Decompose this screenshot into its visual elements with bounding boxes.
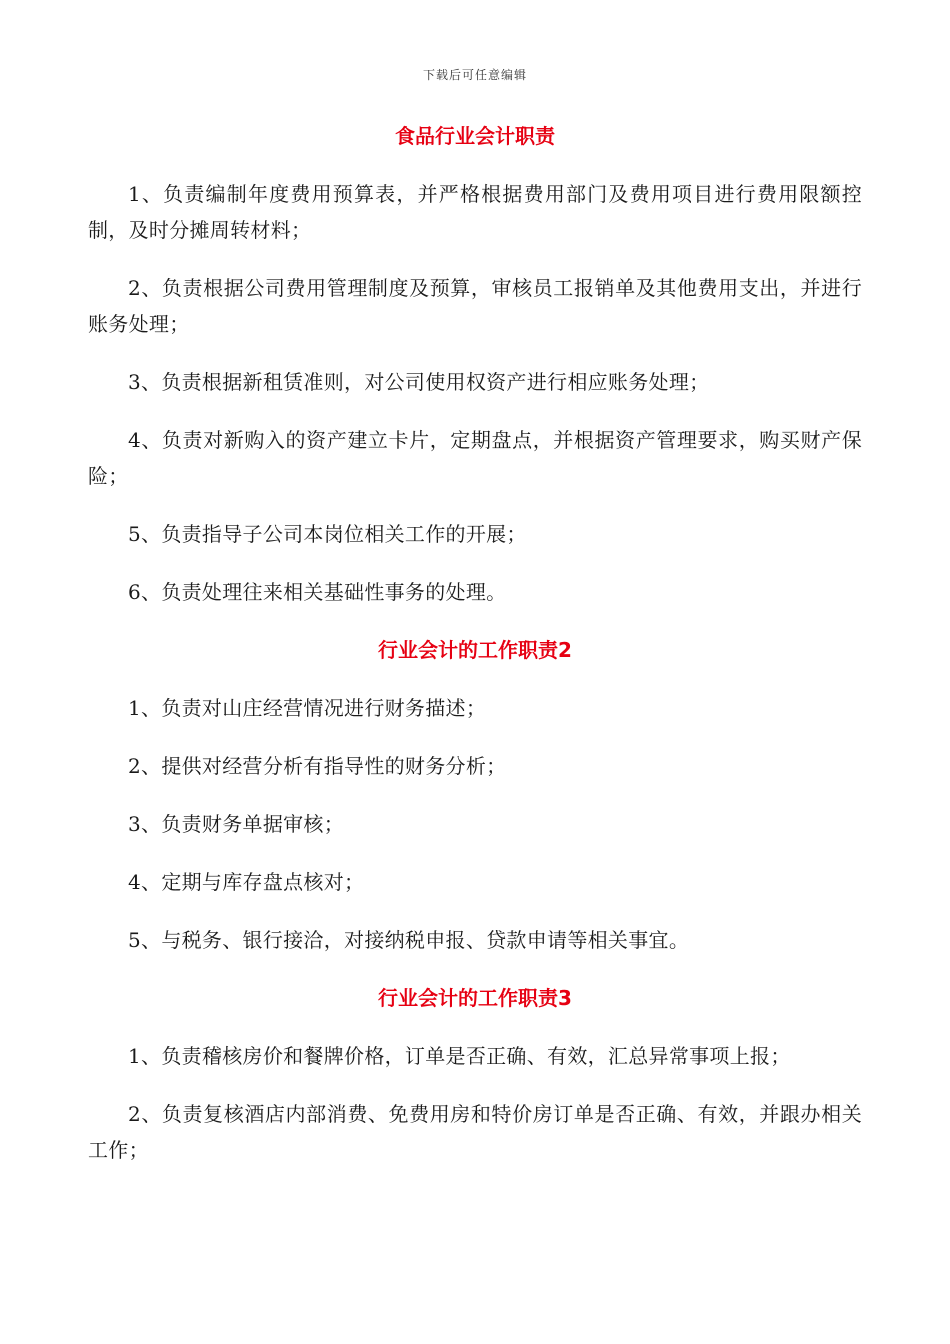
list-item: 1、负责稽核房价和餐牌价格，订单是否正确、有效，汇总异常事项上报； — [128, 1044, 791, 1068]
section-accounting-duties-3 — [88, 980, 862, 1168]
section-title: 行业会计的工作职责2 — [378, 638, 572, 662]
list-item: 4、定期与库存盘点核对； — [128, 870, 365, 894]
list-item: 1、负责对山庄经营情况进行财务描述； — [128, 696, 487, 720]
list-item: 2、提供对经营分析有指导性的财务分析； — [128, 754, 507, 778]
section-title: 食品行业会计职责 — [395, 124, 555, 148]
list-item: 4、负责对新购入的资产建立卡片，定期盘点，并根据资产管理要求，购买财产保险； — [88, 428, 862, 488]
list-item: 5、与税务、银行接洽，对接纳税申报、贷款申请等相关事宜。 — [128, 928, 690, 952]
list-item: 1、负责编制年度费用预算表，并严格根据费用部门及费用项目进行费用限额控制，及时分摊周转材料； — [88, 182, 862, 242]
list-item: 2、负责根据公司费用管理制度及预算，审核员工报销单及其他费用支出，并进行账务处理； — [88, 276, 862, 336]
section-title: 行业会计的工作职责3 — [378, 986, 572, 1010]
section-food-industry-accounting — [88, 118, 862, 610]
header-note: 下载后可任意编辑 — [422, 68, 527, 82]
list-item: 5、负责指导子公司本岗位相关工作的开展； — [128, 522, 527, 546]
document-body — [88, 118, 862, 1190]
section-accounting-duties-2 — [88, 632, 862, 958]
list-item: 6、负责处理往来相关基础性事务的处理。 — [128, 580, 507, 604]
list-item: 3、负责根据新租赁准则，对公司使用权资产进行相应账务处理； — [128, 370, 710, 394]
list-item: 2、负责复核酒店内部消费、免费用房和特价房订单是否正确、有效，并跟办相关工作； — [88, 1102, 862, 1162]
list-item: 3、负责财务单据审核； — [128, 812, 345, 836]
